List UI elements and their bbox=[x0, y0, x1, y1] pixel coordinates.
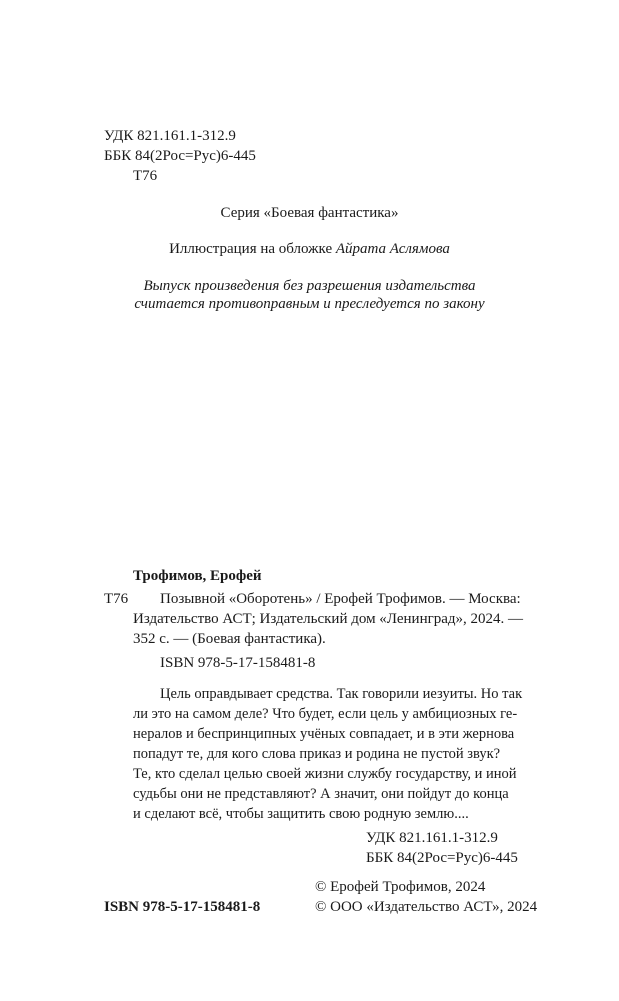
legal-notice-line-1: Выпуск произведения без разрешения издательства bbox=[143, 278, 476, 294]
annotation-line-7: и сделают всё, чтобы защитить свою родную землю.... bbox=[133, 806, 469, 822]
catalog-description-line-2: Издательство АСТ; Издательский дом «Ленинград», 2024. — bbox=[133, 611, 524, 627]
series-line: Серия «Боевая фантастика» bbox=[220, 205, 399, 221]
illustration-artist: Айрата Аслямова bbox=[335, 241, 450, 257]
illustration-prefix: Иллюстрация на обложке bbox=[169, 241, 336, 257]
annotation-line-1: Цель оправдывает средства. Так говорили иезуиты. Но так bbox=[160, 686, 523, 702]
annotation-line-2: ли это на самом деле? Что будет, если цель у амбициозных ге- bbox=[133, 706, 518, 722]
catalog-udk-code: УДК 821.161.1-312.9 bbox=[366, 830, 498, 846]
legal-notice-line-2: считается противоправным и преследуется по закону bbox=[134, 296, 485, 312]
catalog-description-line-3: 352 с. — (Боевая фантастика). bbox=[133, 631, 326, 647]
catalog-description-line-1: Позывной «Оборотень» / Ерофей Трофимов. — Москва: bbox=[160, 591, 521, 607]
copyright-publisher: © ООО «Издательство АСТ», 2024 bbox=[315, 899, 538, 915]
annotation-line-4: попадут те, для кого слова приказ и родина не пустой звук? bbox=[133, 746, 501, 762]
udk-code-top: УДК 821.161.1-312.9 bbox=[104, 128, 236, 144]
copyright-author: © Ерофей Трофимов, 2024 bbox=[315, 879, 486, 895]
annotation-line-3: нералов и беспринципных учёных совпадает, и в эти жернова bbox=[133, 726, 515, 742]
bbk-code-top: ББК 84(2Рос=Рус)6-445 bbox=[104, 148, 256, 164]
catalog-isbn: ISBN 978-5-17-158481-8 bbox=[160, 655, 316, 671]
catalog-author-mark: Т76 bbox=[104, 591, 129, 607]
catalog-bbk-code: ББК 84(2Рос=Рус)6-445 bbox=[366, 850, 518, 866]
annotation-line-6: судьбы они не представляют? А значит, они пойдут до конца bbox=[133, 786, 509, 802]
catalog-author-heading: Трофимов, Ерофей bbox=[133, 568, 262, 584]
annotation-line-5: Те, кто сделал целью своей жизни службу государству, и иной bbox=[133, 766, 517, 782]
footer-isbn: ISBN 978-5-17-158481-8 bbox=[104, 899, 261, 915]
author-mark-top: Т76 bbox=[133, 168, 158, 184]
illustration-credit bbox=[0, 240, 619, 259]
